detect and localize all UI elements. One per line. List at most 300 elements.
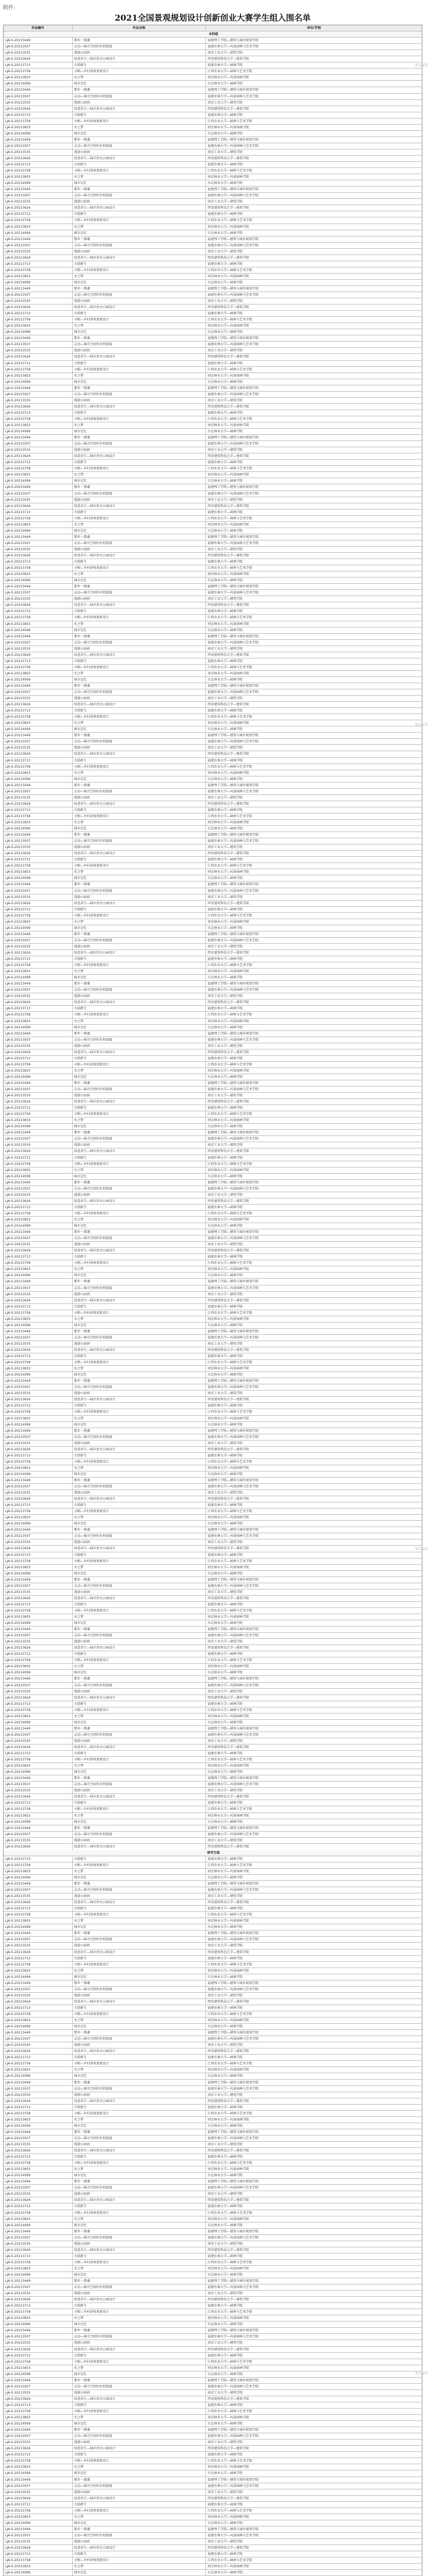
table-row [4, 69, 422, 75]
cell-id: LJA-S-20213507 [4, 292, 73, 298]
cell-id: LJA-S-20213507 [4, 689, 73, 695]
cell-id: LJA-S-20213507 [4, 1633, 73, 1638]
table-row [4, 1912, 422, 1918]
table-row [4, 2042, 422, 2048]
cell-unit: 东北林业大学—园林学院 [208, 2223, 243, 2227]
cell-unit: 福建理工学院—建筑与城乡规划学院 [208, 535, 259, 539]
cell-name: 漫游山海间 [73, 1689, 206, 1694]
cell-id: LJA-S-20213449 [4, 2179, 73, 2184]
cell-unit: 江西农业大学—园林与艺术学院 [208, 2360, 252, 2364]
cell-id: LJA-S-20213449 [4, 1775, 73, 1781]
cell-id: LJA-S-20213507 [4, 1484, 73, 1489]
table-row [4, 329, 422, 335]
cell-id: LJA-S-20214099 [4, 1670, 73, 1675]
cell-id: LJA-S-20214099 [4, 2024, 73, 2029]
cell-id: LJA-S-20213758 [4, 168, 73, 174]
cell-unit: 南京工业大学—建筑学院 [208, 746, 243, 750]
table-row [4, 2223, 422, 2229]
cell-id: LJA-S-20213713 [4, 2452, 73, 2458]
table-row [4, 367, 422, 373]
cell-id: LJA-S-20213713 [4, 1800, 73, 1806]
cell-id: LJA-S-20213626 [4, 901, 73, 906]
cell-unit: 东北林业大学—园林学院 [208, 876, 243, 880]
cell-id: LJA-S-20213507 [4, 1782, 73, 1787]
cell-unit: 福建农林大学—风景园林与艺术学院 [208, 1137, 259, 1141]
cell-unit: 东北林业大学—园林学院 [208, 579, 243, 583]
cell-id: LJA-S-20213758 [4, 2210, 73, 2216]
cell-name: 那乡一那魂 [73, 733, 206, 738]
cell-id: LJA-S-20213626 [4, 1148, 73, 1154]
cell-name: 城市记忆 [73, 925, 206, 931]
cell-name: 那乡一那魂 [73, 87, 206, 93]
cell-id: LJA-S-20213758 [4, 863, 73, 869]
table-row [4, 2073, 422, 2079]
cell-id: LJA-S-20213626 [4, 2347, 73, 2352]
cell-name: 城市记忆 [73, 628, 206, 633]
cell-name: 漫游山海间 [73, 795, 206, 801]
cell-unit: 南京工业大学—建筑学院 [208, 100, 243, 105]
cell-name: 寻根—乡村景观更新设计 [73, 2160, 206, 2166]
table-row [4, 236, 422, 243]
cell-name: 寻根—乡村景观更新设计 [73, 2409, 206, 2414]
cell-name: 寻根—乡村景观更新设计 [73, 317, 206, 323]
table-row [4, 1683, 422, 1689]
cell-name: 寻根—乡村景观更新设计 [73, 2011, 206, 2017]
cell-name: 那乡一那魂 [73, 335, 206, 341]
cell-id: LJA-S-20213626 [4, 652, 73, 658]
cell-name: 漫游山海间 [73, 199, 206, 205]
table-row [4, 75, 422, 81]
cell-name: 古韵新生 [73, 162, 206, 167]
cell-id: LJA-S-20213449 [4, 1577, 73, 1583]
cell-id: LJA-S-20213507 [4, 1136, 73, 1142]
cell-id: LJA-S-20213535 [4, 993, 73, 999]
cell-name: 城市记忆 [73, 2223, 206, 2228]
cell-unit: 南京林业大学—风景园林学院 [208, 721, 249, 725]
attachment-note: 附件: [3, 5, 15, 11]
table-row [4, 1335, 422, 1341]
table-row [4, 1844, 422, 1850]
cell-unit: 福建农林大学—风景园林与艺术学院 [208, 2235, 259, 2240]
cell-unit: 西安建筑科技大学—建筑学院 [208, 1447, 249, 1451]
cell-unit: 南京林业大学—风景园林学院 [208, 324, 249, 328]
cell-name: 水之梦 [73, 1565, 206, 1570]
results-table [3, 25, 428, 2576]
cell-id: LJA-S-20213758 [4, 714, 73, 720]
cell-unit: 福建农林大学—园林学院 [208, 262, 243, 266]
cell-unit: 西安建筑科技大学—建筑学院 [208, 2347, 249, 2351]
cell-unit: 福建理工学院—建筑与城乡规划学院 [208, 1528, 259, 1532]
table-row [4, 950, 422, 956]
table-row [4, 2371, 428, 2378]
cell-name: 城市记忆 [73, 131, 206, 137]
cell-name: 灵动—城市空间的有机链接 [73, 1335, 206, 1341]
cell-name: 灵动—城市空间的有机链接 [73, 44, 206, 49]
cell-id: LJA-S-20213535 [4, 1738, 73, 1744]
table-row [4, 807, 422, 814]
cell-name: 绿意共生—城市滨水公园设计 [73, 156, 206, 161]
table-row [4, 2241, 422, 2247]
cell-id: LJA-S-20213535 [4, 100, 73, 106]
table-row [4, 2191, 422, 2197]
cell-unit: 福建农林大学—风景园林与艺术学院 [208, 789, 259, 793]
cell-id: LJA-S-20214099 [4, 2371, 73, 2377]
table-row [4, 2055, 422, 2061]
cell-id: LJA-S-20213833 [4, 224, 73, 230]
cell-name: 古韵新生 [73, 2353, 206, 2359]
cell-name: 绿意共生—城市滨水公园设计 [73, 1695, 206, 1701]
cell-unit: 福建农林大学—风景园林与艺术学院 [208, 640, 259, 645]
table-row [4, 249, 422, 255]
cell-unit: 福建理工学院—建筑与城乡规划学院 [208, 1726, 259, 1731]
cell-unit: 南京工业大学—建筑学院 [208, 2539, 243, 2544]
cell-id: LJA-S-20214099 [4, 1924, 73, 1930]
cell-name: 漫游山海间 [73, 100, 206, 106]
cell-id: LJA-S-20213535 [4, 1943, 73, 1948]
cell-unit: 福建农林大学—风景园林与艺术学院 [208, 1783, 259, 1787]
cell-unit: 东北林业大学—园林学院 [208, 2372, 243, 2376]
table-row [4, 274, 422, 280]
table-row [4, 981, 422, 987]
cell-name: 寻根—乡村景观更新设计 [73, 1409, 206, 1415]
cell-unit: 南京林业大学—风景园林学院 [208, 1665, 249, 1669]
cell-unit: 福建农林大学—园林学院 [208, 1205, 243, 1209]
cell-name: 灵动—城市空间的有机链接 [73, 1683, 206, 1688]
table-row [4, 1254, 422, 1260]
cell-unit: 南京工业大学—建筑学院 [208, 2093, 243, 2097]
cell-id: LJA-S-20213713 [4, 2551, 73, 2557]
cell-id: LJA-S-20214099 [4, 578, 73, 583]
cell-id: LJA-S-20213449 [4, 2477, 73, 2483]
cell-unit: 西安建筑科技大学—建筑学院 [208, 653, 249, 657]
cell-name: 灵动—城市空间的有机链接 [73, 441, 206, 447]
table-row [4, 2247, 422, 2253]
cell-id: LJA-S-20213449 [4, 2030, 73, 2036]
table-row [4, 1211, 422, 1217]
cell-unit: 南京工业大学—建筑学院 [208, 1739, 243, 1743]
cell-unit: 江西农业大学—园林与艺术学院 [208, 1311, 252, 1315]
cell-name: 寻根—乡村景观更新设计 [73, 466, 206, 471]
cell-id: LJA-S-20213758 [4, 516, 73, 521]
table-row [4, 2136, 422, 2142]
cell-name: 漫游山海间 [73, 1589, 206, 1595]
cell-id: LJA-S-20213713 [4, 1006, 73, 1011]
cell-name: 水之梦 [73, 571, 206, 577]
table-row [4, 571, 422, 578]
cell-name: 古韵新生 [73, 112, 206, 118]
cell-id: LJA-S-20213758 [4, 1062, 73, 1067]
cell-name: 漫游山海间 [73, 2489, 206, 2495]
cell-unit: 东北林业大学—园林学院 [208, 479, 243, 483]
table-row [4, 2514, 422, 2520]
cell-name: 水之梦 [73, 2166, 206, 2172]
cell-unit: 南京林业大学—风景园林学院 [208, 1565, 249, 1569]
cell-unit: 福建农林大学—风景园林与艺术学院 [208, 839, 259, 843]
cell-name: 寻根—乡村景观更新设计 [73, 69, 206, 74]
column-header-id: 作品编号 [4, 25, 73, 31]
cell-id: LJA-S-20213758 [4, 217, 73, 223]
table-row [4, 1198, 422, 1205]
table-row [4, 547, 422, 553]
cell-name: 古韵新生 [73, 758, 206, 764]
cell-id: LJA-S-20213449 [4, 1478, 73, 1483]
cell-name: 绿意共生—城市滨水公园设计 [73, 950, 206, 956]
cell-unit: 南京林业大学—风景园林学院 [208, 1019, 249, 1023]
table-row [4, 634, 422, 640]
cell-id: LJA-S-20213713 [4, 907, 73, 912]
cell-name: 那乡一那魂 [73, 1428, 206, 1434]
cell-unit: 西安建筑科技大学—建筑学院 [208, 603, 249, 607]
cell-name: 城市记忆 [73, 2520, 206, 2526]
cell-name: 城市记忆 [73, 1875, 206, 1880]
cell-name: 漫游山海间 [73, 1391, 206, 1396]
table-row [4, 789, 422, 795]
cell-name: 寻根—乡村景观更新设计 [73, 1111, 206, 1117]
cell-name: 水之梦 [73, 2315, 206, 2321]
cell-unit: 福建农林大学—园林学院 [208, 2453, 243, 2457]
cell-id: LJA-S-20213449 [4, 1329, 73, 1334]
cell-name: 古韵新生 [73, 1304, 206, 1310]
cell-name: 绿意共生—城市滨水公园设计 [73, 1844, 206, 1850]
cell-name: 古韵新生 [73, 2452, 206, 2458]
cell-name: 古韵新生 [73, 2154, 206, 2160]
cell-name: 寻根—乡村景观更新设计 [73, 267, 206, 273]
cell-unit: 南京工业大学—建筑学院 [208, 1894, 243, 1899]
cell-id: LJA-S-20213507 [4, 1186, 73, 1192]
cell-id: LJA-S-20214099 [4, 230, 73, 236]
cell-id: LJA-S-20213713 [4, 460, 73, 465]
cell-unit: 福建理工学院—建筑与城乡规划学院 [208, 485, 259, 489]
cell-id: LJA-S-20213449 [4, 286, 73, 292]
table-row [4, 559, 422, 565]
table-row [4, 199, 422, 205]
cell-id: LJA-S-20213833 [4, 174, 73, 180]
table-row [4, 628, 422, 634]
table-row [4, 608, 422, 615]
cell-unit: 西安建筑科技大学—建筑学院 [208, 1100, 249, 1104]
cell-name: 城市记忆 [73, 1974, 206, 1980]
cell-name: 古韵新生 [73, 1906, 206, 1911]
cell-unit: 西安建筑科技大学—建筑学院 [208, 1646, 249, 1650]
table-row [4, 243, 422, 249]
cell-name: 绿意共生—城市滨水公园设计 [73, 1198, 206, 1204]
cell-id: LJA-S-20213833 [4, 1068, 73, 1074]
cell-name: 寻根—乡村景观更新设计 [73, 863, 206, 869]
cell-id: LJA-S-20213833 [4, 1714, 73, 1719]
watermark: KING [415, 63, 428, 68]
cell-id: LJA-S-20213833 [4, 621, 73, 627]
cell-name: 寻根—乡村景观更新设计 [73, 416, 206, 422]
table-row [4, 2129, 422, 2136]
table-row [4, 162, 422, 168]
table-row [4, 714, 422, 720]
cell-id: LJA-S-20213713 [4, 2253, 73, 2259]
cell-unit: 西安建筑科技大学—建筑学院 [208, 703, 249, 707]
cell-unit: 福建理工学院—建筑与城乡规划学院 [208, 2279, 259, 2283]
cell-unit: 南京工业大学—建筑学院 [208, 1838, 243, 1842]
table-row [4, 584, 422, 590]
cell-name: 水之梦 [73, 1813, 206, 1819]
cell-unit: 福建农林大学—风景园林与艺术学院 [208, 2484, 259, 2488]
cell-id: LJA-S-20214099 [4, 131, 73, 137]
cell-unit: 南京工业大学—建筑学院 [208, 2490, 243, 2494]
table-row [4, 2092, 422, 2098]
cell-name: 水之梦 [73, 174, 206, 180]
table-row [4, 292, 422, 298]
cell-name: 水之梦 [73, 1416, 206, 1421]
cell-name: 城市记忆 [73, 1174, 206, 1179]
cell-unit: 南京林业大学—风景园林学院 [208, 1218, 249, 1222]
cell-id: LJA-S-20213713 [4, 1304, 73, 1310]
cell-id: LJA-S-20213758 [4, 962, 73, 968]
cell-name: 灵动—城市空间的有机链接 [73, 2284, 206, 2290]
cell-name: 绿意共生—城市滨水公园设计 [73, 801, 206, 807]
table-row [4, 671, 422, 677]
cell-id: LJA-S-20213449 [4, 187, 73, 192]
cell-id: LJA-S-20213507 [4, 987, 73, 993]
cell-unit: 江西农业大学—园林与艺术学院 [208, 516, 252, 520]
table-row [4, 776, 422, 783]
cell-unit: 福建农林大学—风景园林与艺术学院 [208, 2087, 259, 2091]
table-row [4, 1757, 422, 1763]
cell-unit: 福建农林大学—风景园林与艺术学院 [208, 1335, 259, 1340]
cell-id: LJA-S-20213449 [4, 1279, 73, 1284]
cell-name: 灵动—城市空间的有机链接 [73, 1583, 206, 1589]
cell-id: LJA-S-20213507 [4, 2384, 73, 2389]
cell-id: LJA-S-20213833 [4, 919, 73, 925]
table-row [4, 193, 422, 199]
table-row [4, 919, 422, 925]
cell-id: LJA-S-20213833 [4, 2266, 73, 2272]
cell-name: 那乡一那魂 [73, 435, 206, 440]
cell-name: 漫游山海间 [73, 1292, 206, 1297]
cell-name: 绿意共生—城市滨水公园设计 [73, 851, 206, 856]
cell-name: 寻根—乡村景观更新设计 [73, 2210, 206, 2216]
cell-unit: 南京林业大学—风景园林学院 [208, 572, 249, 577]
cell-id: LJA-S-20213535 [4, 1639, 73, 1645]
cell-id: LJA-S-20214099 [4, 1974, 73, 1980]
cell-id: LJA-S-20213833 [4, 1266, 73, 1272]
cell-unit: 福建农林大学—风景园林与艺术学院 [208, 1088, 259, 1092]
cell-unit: 东北林业大学—园林学院 [208, 529, 243, 533]
cell-id: LJA-S-20214099 [4, 1720, 73, 1725]
cell-name: 那乡一那魂 [73, 38, 206, 43]
cell-name: 寻根—乡村景观更新设计 [73, 1062, 206, 1067]
table-row [4, 2315, 422, 2321]
cell-unit: 西安建筑科技大学—建筑学院 [208, 752, 249, 756]
cell-unit: 福建农林大学—风景园林与艺术学院 [208, 2533, 259, 2537]
table-row [4, 1943, 422, 1949]
cell-unit: 福建理工学院—建筑与城乡规划学院 [208, 1131, 259, 1135]
cell-id: LJA-S-20214099 [4, 1471, 73, 1477]
cell-id: LJA-S-20214099 [4, 875, 73, 881]
cell-name: 水之梦 [73, 1266, 206, 1272]
cell-unit: 南京工业大学—建筑学院 [208, 249, 243, 253]
cell-name: 寻根—乡村景观更新设计 [73, 1012, 206, 1018]
cell-unit: 江西农业大学—园林与艺术学院 [208, 1112, 252, 1116]
table-row [4, 62, 428, 69]
table-row [4, 844, 422, 851]
cell-id: LJA-S-20213833 [4, 323, 73, 329]
cell-id: LJA-S-20213713 [4, 311, 73, 316]
table-row [4, 1893, 422, 1900]
cell-unit: 西安建筑科技大学—建筑学院 [208, 901, 249, 905]
cell-id: LJA-S-20213535 [4, 348, 73, 353]
cell-unit: 南京林业大学—风景园林学院 [208, 1516, 249, 1520]
table-row [4, 993, 422, 999]
cell-name: 水之梦 [73, 2266, 206, 2272]
cell-name: 绿意共生—城市滨水公园设计 [73, 1596, 206, 1601]
cell-name: 绿意共生—城市滨水公园设计 [73, 2197, 206, 2203]
cell-name: 水之梦 [73, 323, 206, 329]
cell-name: 绿意共生—城市滨水公园设计 [73, 652, 206, 658]
cell-unit: 福建农林大学—风景园林与艺术学院 [208, 988, 259, 992]
cell-name: 城市记忆 [73, 2371, 206, 2377]
cell-unit: 西安建筑科技大学—建筑学院 [208, 107, 249, 111]
table-row [4, 1751, 422, 1757]
cell-id: LJA-S-20213535 [4, 497, 73, 503]
cell-unit: 福建农林大学—风景园林与艺术学院 [208, 144, 259, 148]
table-row [4, 1695, 422, 1701]
cell-name: 寻根—乡村景观更新设计 [73, 2309, 206, 2315]
cell-unit: 福建农林大学—风景园林与艺术学院 [208, 1832, 259, 1836]
cell-name: 古韵新生 [73, 2005, 206, 2011]
cell-id: LJA-S-20213626 [4, 801, 73, 807]
cell-unit: 东北林业大学—园林学院 [208, 1174, 243, 1178]
cell-id: LJA-S-20213535 [4, 844, 73, 850]
cell-name: 漫游山海间 [73, 2092, 206, 2098]
cell-name: 古韵新生 [73, 2402, 206, 2408]
table-row [4, 2036, 422, 2042]
table-row [4, 1664, 422, 1670]
cell-name: 那乡一那魂 [73, 484, 206, 490]
cell-unit: 南京工业大学—建筑学院 [208, 1243, 243, 1247]
table-row [4, 106, 422, 112]
cell-name: 那乡一那魂 [73, 1180, 206, 1185]
cell-unit: 西安建筑科技大学—建筑学院 [208, 1844, 249, 1849]
cell-name: 灵动—城市空间的有机链接 [73, 1136, 206, 1142]
cell-unit: 福建农林大学—园林学院 [208, 659, 243, 663]
cell-unit: 南京林业大学—风景园林学院 [208, 2167, 249, 2172]
cell-name: 古韵新生 [73, 1956, 206, 1961]
cell-id: LJA-S-20213535 [4, 50, 73, 56]
cell-id: LJA-S-20213833 [4, 422, 73, 428]
cell-id: LJA-S-20213449 [4, 733, 73, 738]
cell-name: 漫游山海间 [73, 1440, 206, 1446]
cell-unit: 福建农林大学—风景园林与艺术学院 [208, 492, 259, 496]
cell-id: LJA-S-20213626 [4, 1546, 73, 1551]
cell-unit: 福建理工学院—建筑与城乡规划学院 [208, 833, 259, 837]
table-row [4, 1813, 422, 1819]
cell-name: 古韵新生 [73, 608, 206, 614]
cell-unit: 南京工业大学—建筑学院 [208, 1441, 243, 1445]
cell-unit: 福建理工学院—建筑与城乡规划学院 [208, 1329, 259, 1333]
cell-unit: 南京林业大学—风景园林学院 [208, 2117, 249, 2122]
cell-name: 那乡一那魂 [73, 137, 206, 143]
cell-id: LJA-S-20213833 [4, 2216, 73, 2222]
cell-name: 古韵新生 [73, 2105, 206, 2110]
cell-id: LJA-S-20213535 [4, 1391, 73, 1396]
cell-name: 绿意共生—城市滨水公园设计 [73, 1496, 206, 1502]
cell-id: LJA-S-20213449 [4, 1378, 73, 1384]
cell-id: LJA-S-20213507 [4, 1087, 73, 1092]
cell-unit: 福建农林大学—风景园林与艺术学院 [208, 591, 259, 595]
cell-id: LJA-S-20213713 [4, 1353, 73, 1359]
table-row [4, 286, 422, 292]
cell-id: LJA-S-20213535 [4, 696, 73, 701]
cell-name: 水之梦 [73, 2117, 206, 2123]
cell-id: LJA-S-20213535 [4, 1589, 73, 1595]
